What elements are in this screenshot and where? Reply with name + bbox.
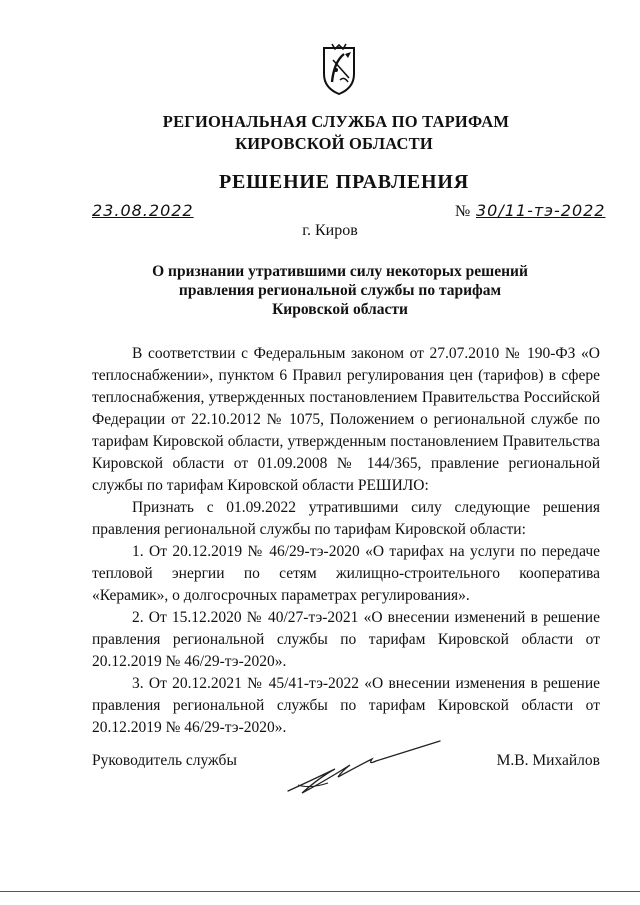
page-bottom-divider [0,891,640,892]
document-subject: О признании утратившими силу некоторых решений правления региональной службы по тарифам Кировской области [152,263,528,318]
signer-name: М.В. Михайлов [496,752,600,769]
organization-name-line2: КИРОВСКОЙ ОБЛАСТИ [235,134,433,153]
body-paragraph-preamble: В соответствии с Федеральным законом от 27.07.2010 № 190-ФЗ «О теплоснабжении», пунктом 6 Правил регулирования цен (тарифов) в сфере теплоснабжения, утвержденных постановлением Правительства Российской Федерации от 22.10.2012 № 1075, Положением о региональной службе по тарифам Кировской области, утвержденным постановлением Правительства Кировской области от 01.09.2008 № 144/365, правление региональной службы по тарифам Кировской области РЕШИЛО: [92,345,600,494]
body-paragraph-item-1: 1. От 20.12.2019 № 46/29-тэ-2020 «О тарифах на услуги по передаче тепловой энергии по сетям жилищно-строительного кооператива «Керамик», о долгосрочных параметрах регулирования». [92,543,600,604]
signer-position: Руководитель службы [92,752,237,769]
coat-of-arms-emblem-icon [320,40,358,96]
body-paragraph-decision: Признать с 01.09.2022 утратившими силу следующие решения правления региональной службы по тарифам Кировской области: [92,499,600,538]
body-paragraph-item-3: 3. От 20.12.2021 № 45/41-тэ-2022 «О внесении изменения в решение правления региональной службы по тарифам Кировской области от 20.12.2019 № 46/29-тэ-2020». [92,675,600,736]
body-paragraph-item-2: 2. От 15.12.2020 № 40/27-тэ-2021 «О внесении изменений в решение правления региональной службы по тарифам Кировской области от 20.12.2019 № 46/29-тэ-2020». [92,609,600,670]
document-type-title: РЕШЕНИЕ ПРАВЛЕНИЯ [219,171,469,193]
document-body [92,343,600,739]
handwritten-signature-icon [280,733,445,803]
organization-name-line1: РЕГИОНАЛЬНАЯ СЛУЖБА ПО ТАРИФАМ [162,112,510,131]
document-date: 23.08.2022 [92,201,194,220]
city-name: г. Киров [302,222,358,239]
document-number: 30/11-тэ-2022 [476,201,606,220]
number-sign: № [455,203,471,220]
